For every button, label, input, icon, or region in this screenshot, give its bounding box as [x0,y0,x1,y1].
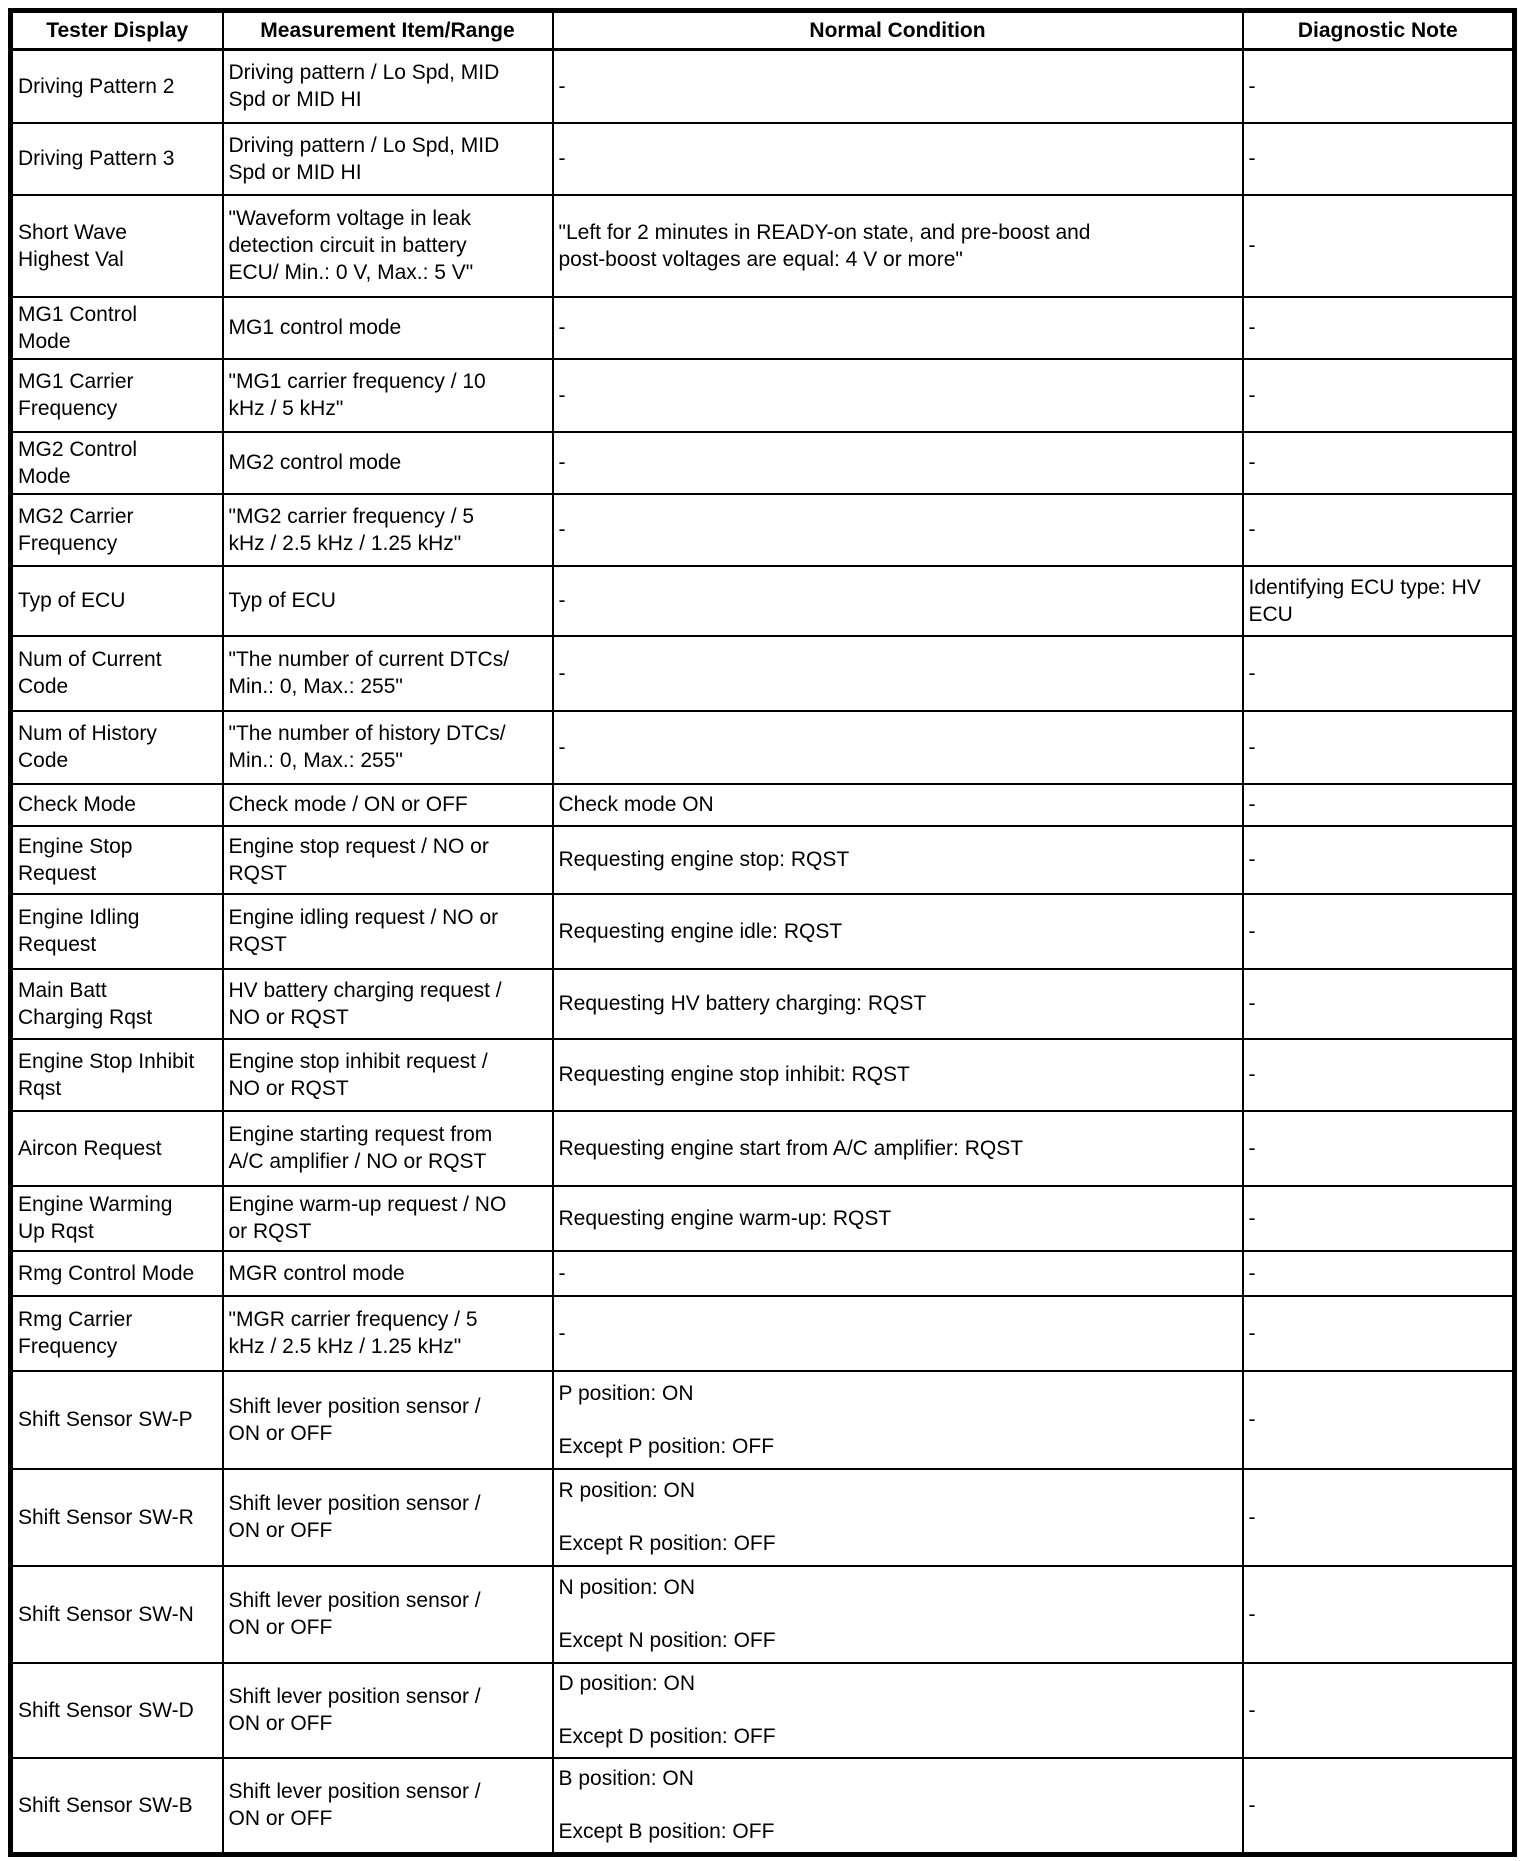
cell-diagnostic-note: - [1243,969,1515,1039]
cell-measurement-item-range: MG1 control mode [223,297,553,359]
cell-line: Except B position: OFF [558,1820,775,1844]
table-row [11,297,1515,359]
cell-tester-display: Num of Current Code [11,636,223,711]
cell-normal-condition: - [553,123,1243,195]
cell-line: B position: ON [558,1767,694,1791]
cell-diagnostic-note: Identifying ECU type: HV ECU [1243,566,1515,636]
cell-line: R position: ON [558,1479,696,1502]
cell-normal-condition: - [553,1251,1243,1296]
cell-measurement-item-range: HV battery charging request / NO or RQST [223,969,553,1039]
cell-measurement-item-range: MGR control mode [223,1251,553,1296]
table-body [11,50,1515,1855]
table-row [11,636,1515,711]
column-header-diagnostic-note: Diagnostic Note [1243,11,1515,50]
cell-measurement-item-range: "MG2 carrier frequency / 5 kHz / 2.5 kHz / 1.25 kHz" [223,494,553,566]
cell-normal-condition: Requesting engine start from A/C amplifier: RQST [553,1111,1243,1186]
cell-measurement-item-range: Driving pattern / Lo Spd, MID Spd or MID HI [223,123,553,195]
table-row [11,1469,1515,1566]
cell-normal-condition: Check mode ON [553,784,1243,826]
cell-diagnostic-note: - [1243,432,1515,494]
cell-normal-condition: - [553,636,1243,711]
cell-diagnostic-note: - [1243,1566,1515,1663]
cell-normal-condition [553,1566,1243,1663]
cell-measurement-item-range: Engine idling request / NO or RQST [223,894,553,969]
cell-diagnostic-note: - [1243,1296,1515,1371]
cell-line: Except N position: OFF [558,1629,776,1652]
header-row [11,11,1515,50]
table-row [11,50,1515,123]
cell-tester-display: Shift Sensor SW-P [11,1371,223,1469]
cell-tester-display: Shift Sensor SW-N [11,1566,223,1663]
cell-measurement-item-range: Shift lever position sensor / ON or OFF [223,1566,553,1663]
cell-line: Except R position: OFF [558,1532,776,1555]
table-row [11,784,1515,826]
cell-measurement-item-range: Check mode / ON or OFF [223,784,553,826]
table-row [11,1663,1515,1758]
table-row [11,894,1515,969]
cell-tester-display: Num of History Code [11,711,223,784]
cell-diagnostic-note: - [1243,50,1515,123]
cell-tester-display: Driving Pattern 3 [11,123,223,195]
cell-tester-display: MG2 Carrier Frequency [11,494,223,566]
cell-normal-condition: Requesting engine idle: RQST [553,894,1243,969]
cell-normal-condition: - [553,1296,1243,1371]
cell-diagnostic-note: - [1243,1758,1515,1855]
cell-tester-display: MG1 Carrier Frequency [11,359,223,432]
cell-line: Except D position: OFF [558,1725,776,1748]
cell-tester-display: Aircon Request [11,1111,223,1186]
cell-measurement-item-range: Engine starting request from A/C amplifier / NO or RQST [223,1111,553,1186]
cell-measurement-item-range: Typ of ECU [223,566,553,636]
cell-diagnostic-note: - [1243,195,1515,297]
cell-tester-display: MG2 Control Mode [11,432,223,494]
cell-normal-condition [553,1469,1243,1566]
cell-measurement-item-range: Shift lever position sensor / ON or OFF [223,1469,553,1566]
cell-normal-condition [553,1663,1243,1758]
table-row [11,1251,1515,1296]
cell-normal-condition: - [553,359,1243,432]
cell-tester-display: Main Batt Charging Rqst [11,969,223,1039]
cell-normal-condition [553,1758,1243,1855]
diagnostic-data-table [8,8,1517,1857]
cell-diagnostic-note: - [1243,1469,1515,1566]
cell-measurement-item-range: "MG1 carrier frequency / 10 kHz / 5 kHz" [223,359,553,432]
cell-normal-condition: - [553,50,1243,123]
cell-measurement-item-range: "The number of current DTCs/ Min.: 0, Max.: 255" [223,636,553,711]
table-row [11,566,1515,636]
table-row [11,969,1515,1039]
cell-diagnostic-note: - [1243,711,1515,784]
cell-normal-condition: - [553,297,1243,359]
cell-tester-display: Short Wave Highest Val [11,195,223,297]
cell-tester-display: Engine Stop Inhibit Rqst [11,1039,223,1111]
cell-normal-condition: Requesting HV battery charging: RQST [553,969,1243,1039]
cell-measurement-item-range: Driving pattern / Lo Spd, MID Spd or MID HI [223,50,553,123]
cell-diagnostic-note: - [1243,636,1515,711]
cell-normal-condition: - [553,432,1243,494]
cell-tester-display: Rmg Carrier Frequency [11,1296,223,1371]
table-row [11,826,1515,894]
cell-measurement-item-range: "Waveform voltage in leak detection circuit in battery ECU/ Min.: 0 V, Max.: 5 V" [223,195,553,297]
cell-tester-display: Shift Sensor SW-R [11,1469,223,1566]
cell-normal-condition: "Left for 2 minutes in READY-on state, and pre-boost and post-boost voltages are equal: 4 V or more" [553,195,1243,297]
cell-line: N position: ON [558,1576,696,1599]
cell-diagnostic-note: - [1243,894,1515,969]
cell-tester-display: Rmg Control Mode [11,1251,223,1296]
cell-measurement-item-range: Shift lever position sensor / ON or OFF [223,1371,553,1469]
cell-line: Except P position: OFF [558,1434,775,1458]
cell-line: D position: ON [558,1672,696,1695]
cell-measurement-item-range: Engine stop inhibit request / NO or RQST [223,1039,553,1111]
cell-tester-display: Engine Idling Request [11,894,223,969]
cell-measurement-item-range: Shift lever position sensor / ON or OFF [223,1663,553,1758]
column-header-measurement-item-range: Measurement Item/Range [223,11,553,50]
cell-tester-display: Typ of ECU [11,566,223,636]
cell-tester-display: Shift Sensor SW-D [11,1663,223,1758]
table-row [11,711,1515,784]
table-row [11,1566,1515,1663]
table-row [11,123,1515,195]
table-row [11,1111,1515,1186]
cell-tester-display: Shift Sensor SW-B [11,1758,223,1855]
cell-tester-display: Engine Stop Request [11,826,223,894]
cell-diagnostic-note: - [1243,1371,1515,1469]
table-row [11,1186,1515,1251]
table-row [11,432,1515,494]
cell-normal-condition: - [553,711,1243,784]
cell-diagnostic-note: - [1243,1039,1515,1111]
cell-measurement-item-range: Engine warm-up request / NO or RQST [223,1186,553,1251]
cell-tester-display: MG1 Control Mode [11,297,223,359]
cell-diagnostic-note: - [1243,826,1515,894]
table-header [11,11,1515,50]
table-row [11,195,1515,297]
column-header-normal-condition: Normal Condition [553,11,1243,50]
table-row [11,1758,1515,1855]
cell-diagnostic-note: - [1243,784,1515,826]
column-header-tester-display: Tester Display [11,11,223,50]
table-row [11,359,1515,432]
cell-measurement-item-range: Engine stop request / NO or RQST [223,826,553,894]
cell-normal-condition: Requesting engine stop: RQST [553,826,1243,894]
cell-diagnostic-note: - [1243,359,1515,432]
cell-measurement-item-range: MG2 control mode [223,432,553,494]
cell-measurement-item-range: "The number of history DTCs/ Min.: 0, Max.: 255" [223,711,553,784]
cell-normal-condition: Requesting engine stop inhibit: RQST [553,1039,1243,1111]
cell-normal-condition [553,1371,1243,1469]
cell-diagnostic-note: - [1243,123,1515,195]
cell-measurement-item-range: Shift lever position sensor / ON or OFF [223,1758,553,1855]
table-row [11,1371,1515,1469]
table-row [11,494,1515,566]
cell-diagnostic-note: - [1243,1186,1515,1251]
cell-normal-condition: Requesting engine warm-up: RQST [553,1186,1243,1251]
cell-tester-display: Engine Warming Up Rqst [11,1186,223,1251]
cell-diagnostic-note: - [1243,1251,1515,1296]
cell-diagnostic-note: - [1243,297,1515,359]
cell-tester-display: Driving Pattern 2 [11,50,223,123]
cell-line: P position: ON [558,1381,694,1405]
cell-normal-condition: - [553,494,1243,566]
cell-diagnostic-note: - [1243,494,1515,566]
table-row [11,1296,1515,1371]
cell-tester-display: Check Mode [11,784,223,826]
cell-diagnostic-note: - [1243,1663,1515,1758]
cell-measurement-item-range: "MGR carrier frequency / 5 kHz / 2.5 kHz / 1.25 kHz" [223,1296,553,1371]
cell-diagnostic-note: - [1243,1111,1515,1186]
cell-normal-condition: - [553,566,1243,636]
table-row [11,1039,1515,1111]
